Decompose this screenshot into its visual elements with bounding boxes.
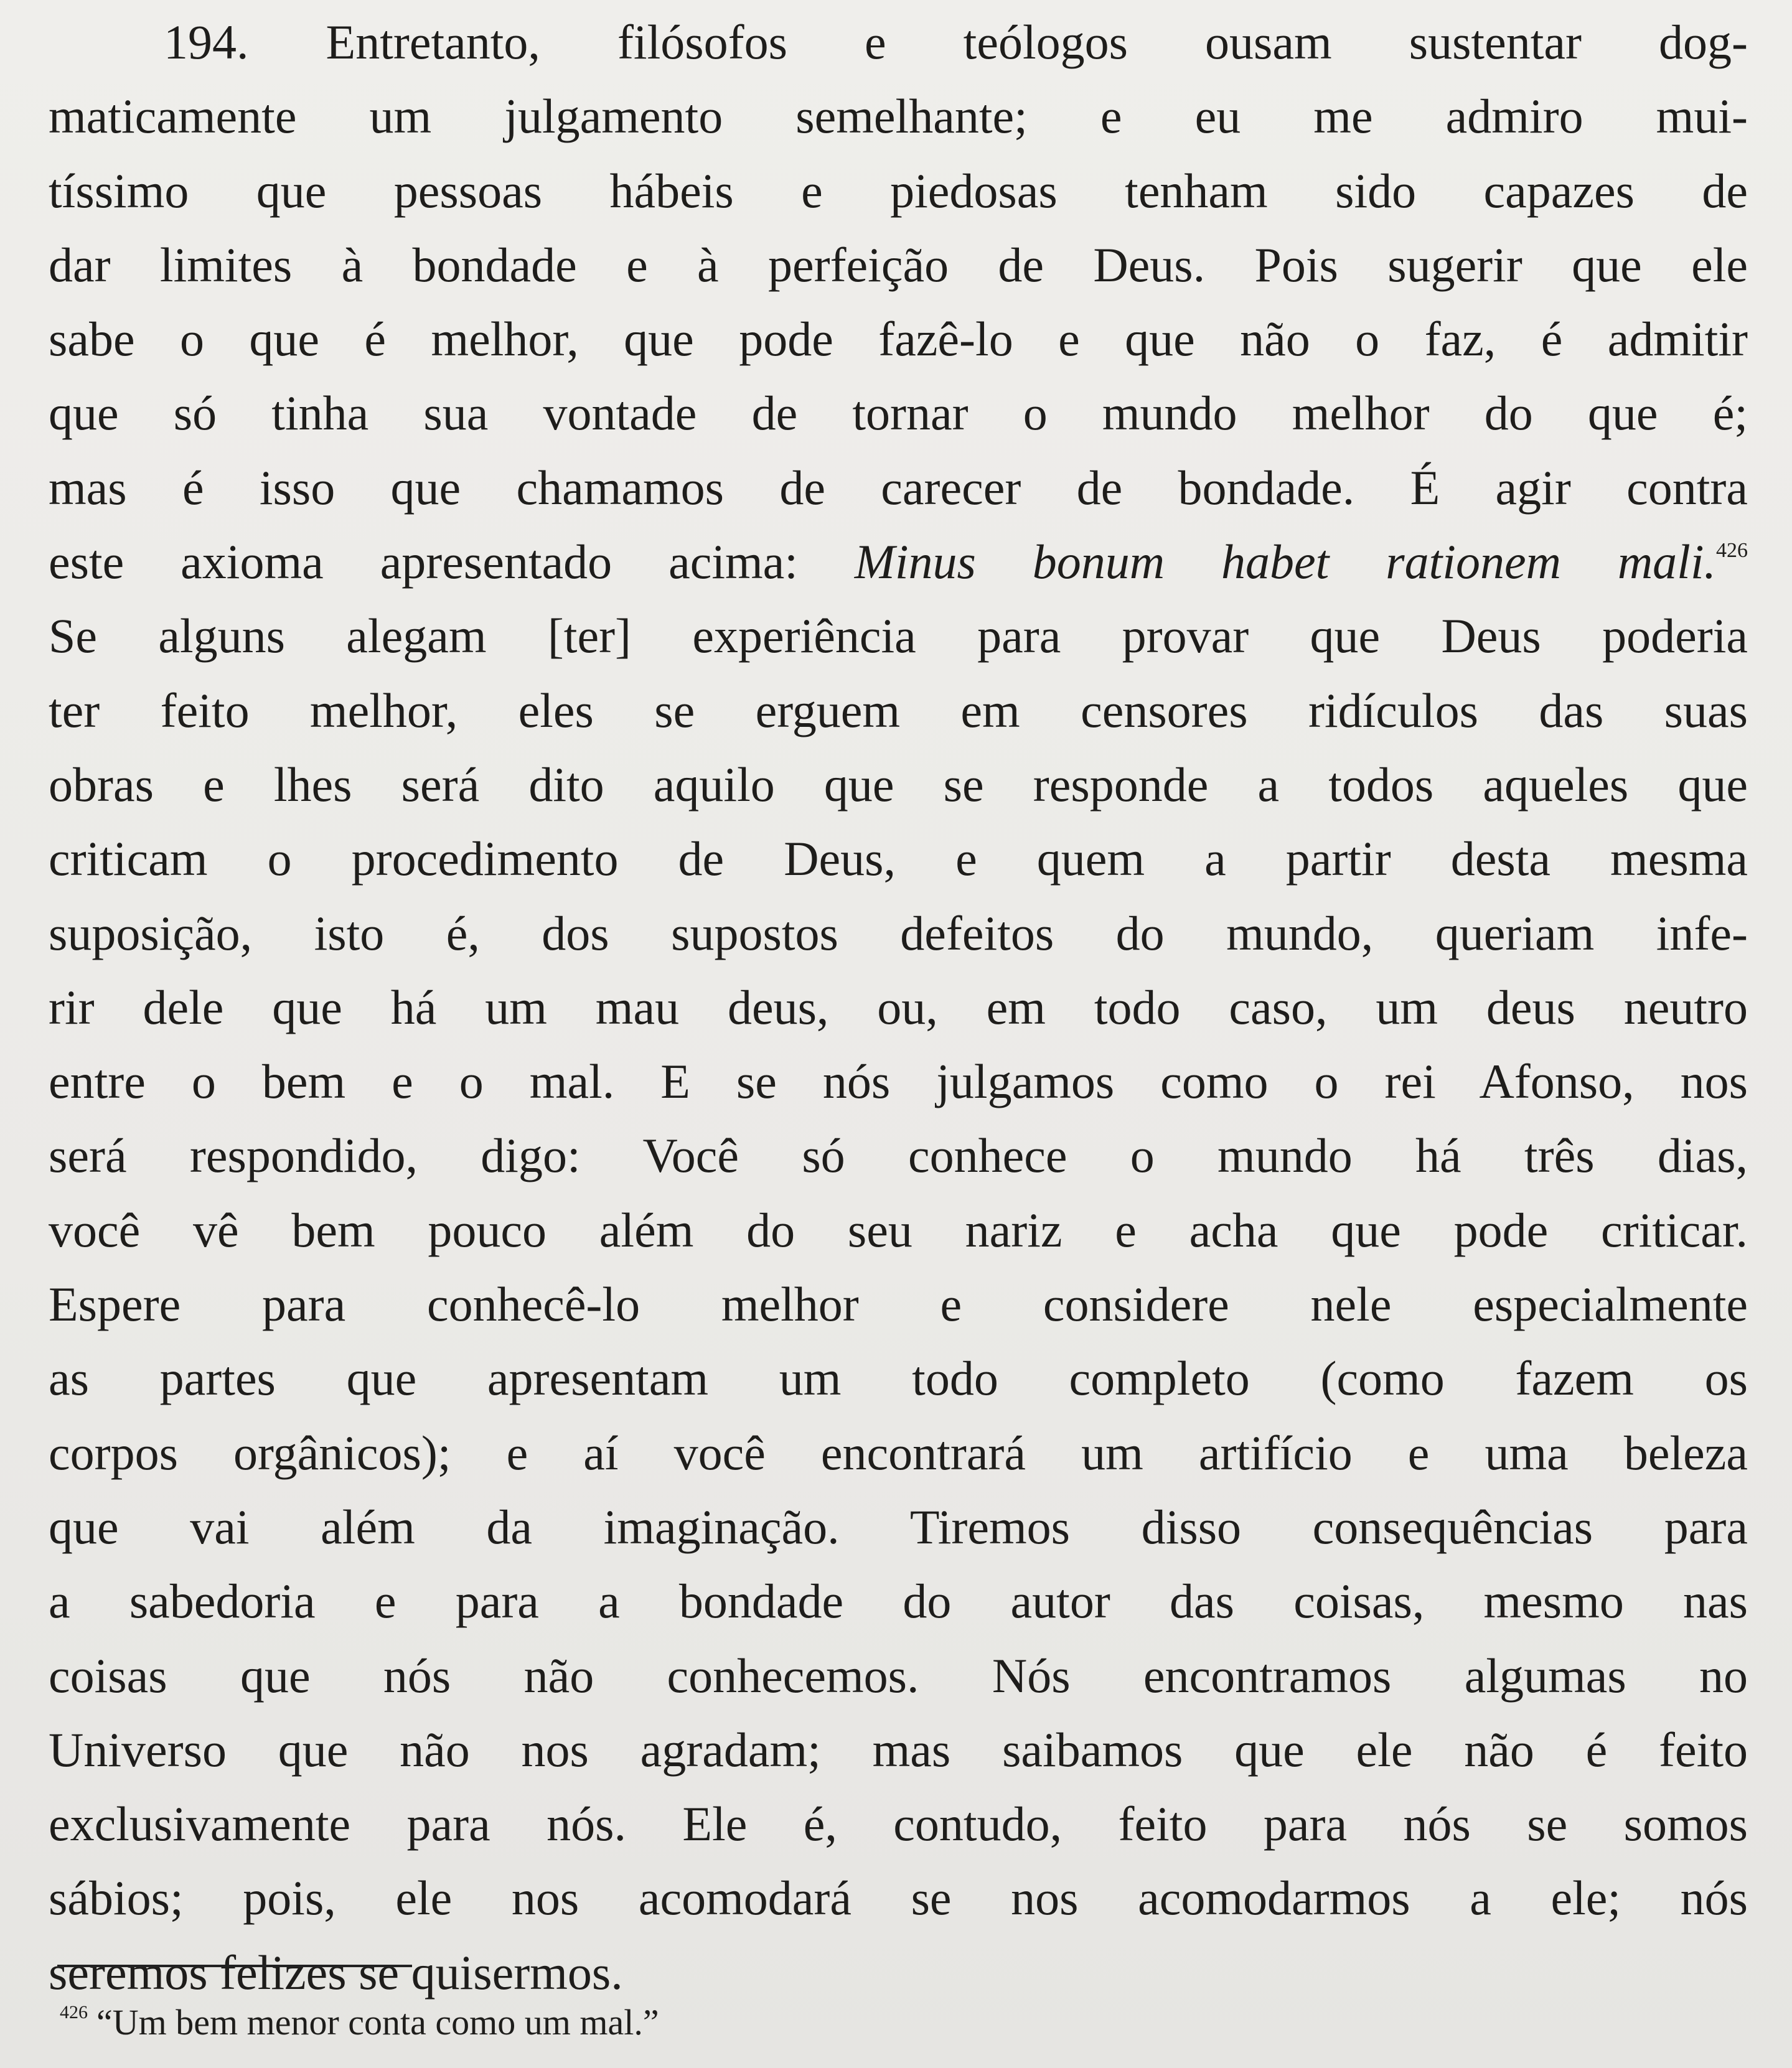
- text-line: tíssimo que pessoas hábeis e piedosas tenham sido capazes de: [49, 163, 1748, 218]
- footnote: [60, 1998, 931, 2047]
- footnote-text: “Um bem menor conta como um mal.”: [96, 2002, 659, 2042]
- text-line: Universo que não nos agradam; mas saibamos que ele não é feito: [49, 1722, 1748, 1777]
- text-line: exclusivamente para nós. Ele é, contudo, feito para nós se somos: [49, 1797, 1748, 1851]
- text-line: 194. Entretanto, filósofos e teólogos ousam sustentar dog-: [164, 15, 1748, 69]
- text-line: entre o bem e o mal. E se nós julgamos como o rei Afonso, nos: [49, 1054, 1748, 1109]
- text-line-with-quote: [49, 525, 1748, 599]
- text-line: será respondido, digo: Você só conhece o mundo há três dias,: [49, 1128, 1748, 1183]
- text-line: você vê bem pouco além do seu nariz e acha que pode criticar.: [49, 1202, 1748, 1257]
- text-line: que vai além da imaginação. Tiremos disso consequências para: [49, 1499, 1748, 1554]
- text-line: mas é isso que chamamos de carecer de bondade. É agir contra: [49, 460, 1748, 515]
- text-line: obras e lhes será dito aquilo que se responde a todos aqueles que: [49, 757, 1748, 812]
- text-line: ter feito melhor, eles se erguem em censores ridículos das suas: [49, 683, 1748, 737]
- text-line: Espere para conhecê-lo melhor e considere nele especialmente: [49, 1277, 1748, 1332]
- axiom-intro: este axioma apresentado acima:: [49, 535, 855, 589]
- footnote-divider: [57, 1965, 412, 1967]
- text-line: as partes que apresentam um todo completo (como fazem os: [49, 1351, 1748, 1406]
- footnote-reference[interactable]: 426: [1716, 539, 1748, 563]
- text-line: a sabedoria e para a bondade do autor das coisas, mesmo nas: [49, 1574, 1748, 1629]
- text-line: rir dele que há um mau deus, ou, em todo caso, um deus neutro: [49, 980, 1748, 1034]
- text-line: dar limites à bondade e à perfeição de Deus. Pois sugerir que ele: [49, 237, 1748, 292]
- text-line: corpos orgânicos); e aí você encontrará um artifício e uma beleza: [49, 1425, 1748, 1480]
- footnote-number: 426: [60, 2002, 88, 2023]
- text-line: que só tinha sua vontade de tornar o mundo melhor do que é;: [49, 386, 1748, 441]
- text-line: seremos felizes se quisermos.: [49, 1945, 623, 2000]
- text-line: sábios; pois, ele nos acomodará se nos acomodarmos a ele; nós: [49, 1871, 1748, 1925]
- text-line: sabe o que é melhor, que pode fazê-lo e que não o faz, é admitir: [49, 312, 1748, 367]
- text-line: criticam o procedimento de Deus, e quem a partir desta mesma: [49, 831, 1748, 886]
- text-line: Se alguns alegam [ter] experiência para provar que Deus poderia: [49, 609, 1748, 663]
- latin-quote: Minus bonum habet rationem mali.: [854, 535, 1717, 589]
- text-line: maticamente um julgamento semelhante; e eu me admiro mui-: [49, 89, 1748, 144]
- main-paragraph: [49, 5, 1748, 2010]
- text-line: coisas que nós não conhecemos. Nós encontramos algumas no: [49, 1648, 1748, 1703]
- text-line: suposição, isto é, dos supostos defeitos do mundo, queriam infe-: [49, 905, 1748, 960]
